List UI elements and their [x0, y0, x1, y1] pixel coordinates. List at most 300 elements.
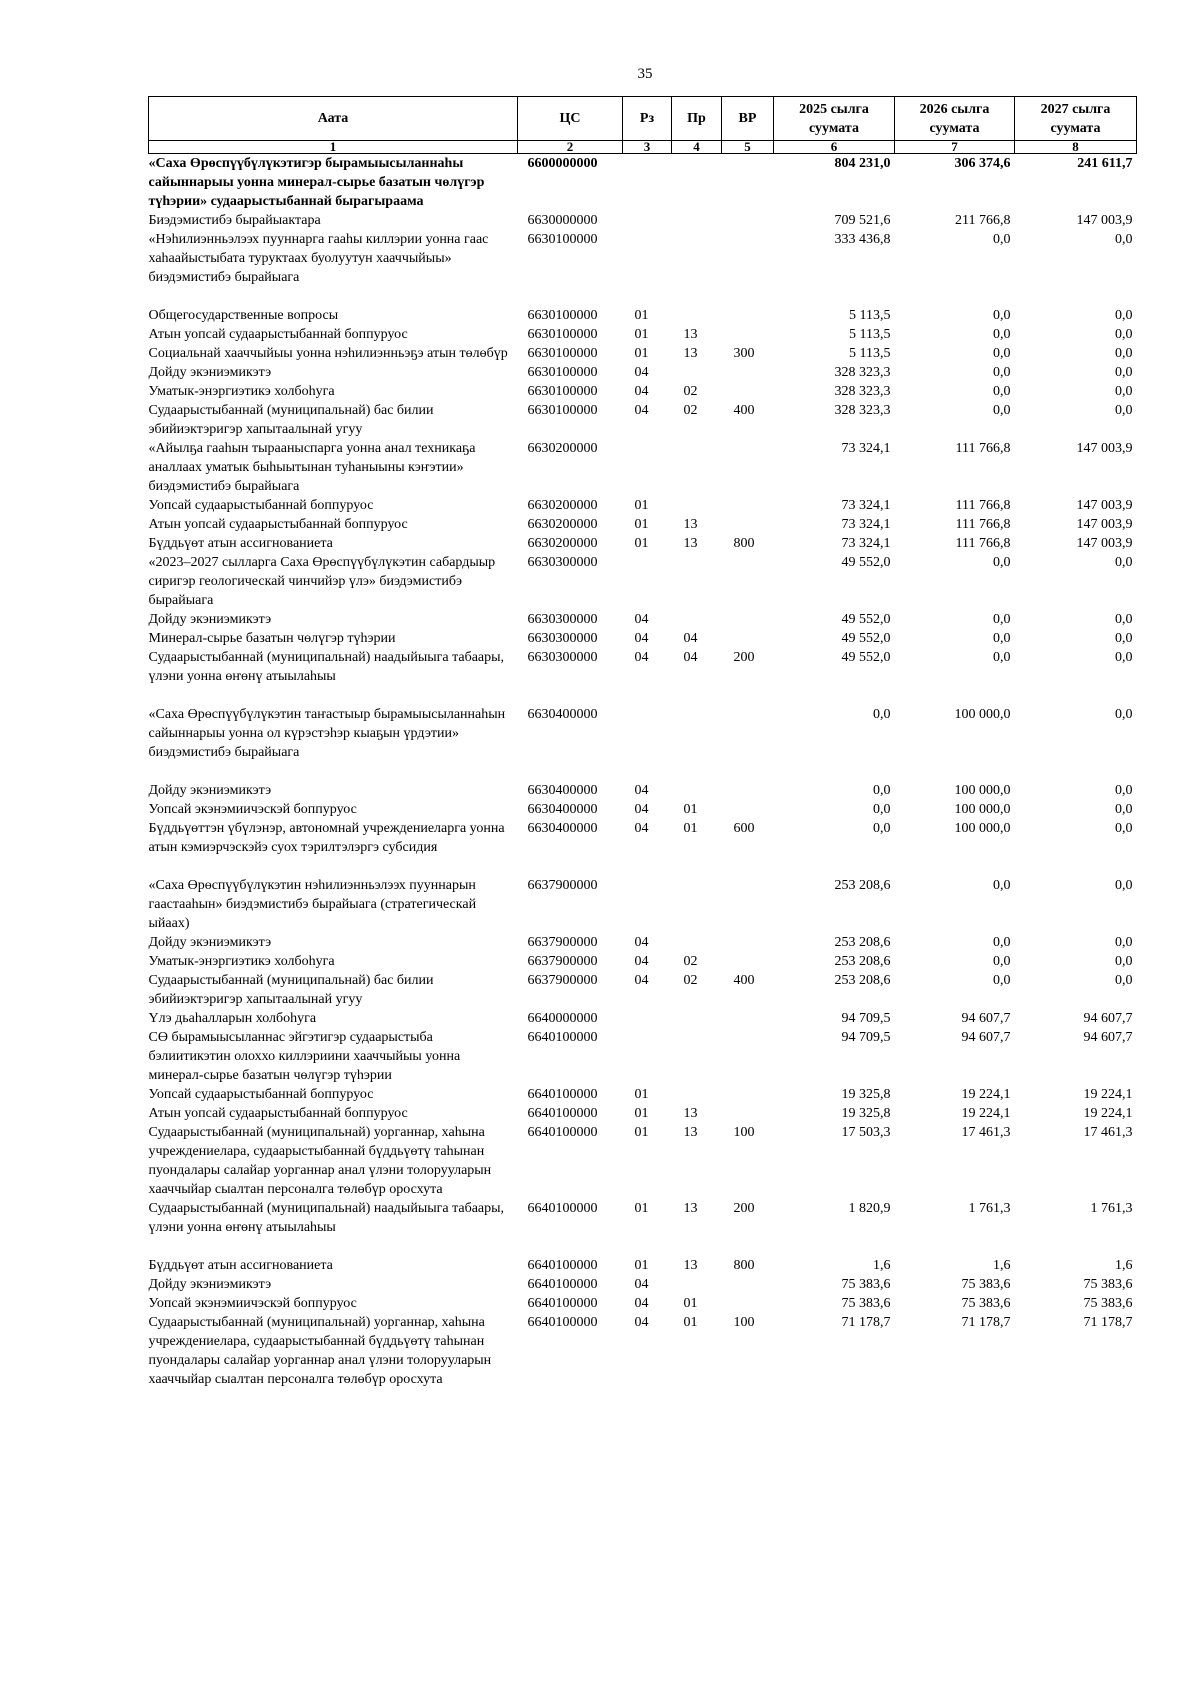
- row-name: Уматык-энэргиэтикэ холбоһуга: [148, 384, 335, 399]
- row-rz-code: 01: [634, 1087, 649, 1102]
- row-cs-code: 6640100000: [527, 1087, 598, 1102]
- row-pr-code: [672, 363, 722, 382]
- column-number: 3: [623, 141, 672, 154]
- row-rz-code: 01: [634, 1106, 649, 1121]
- row-rz-code: 04: [634, 954, 649, 969]
- row-amount-2026: 71 178,7: [961, 1315, 1011, 1330]
- row-name: Уматык-энэргиэтикэ холбоһуга: [148, 954, 335, 969]
- table-row: [149, 819, 1137, 857]
- row-amount-2026: 94 607,7: [961, 1030, 1011, 1045]
- row-amount-2027: 241 611,7: [1077, 156, 1133, 171]
- row-amount-2025: 19 325,8: [841, 1087, 891, 1102]
- row-amount-2026: 0,0: [993, 308, 1011, 323]
- row-pr-code: [672, 762, 722, 800]
- row-vr-code: [722, 363, 774, 382]
- table-row: [149, 800, 1137, 819]
- row-amount-2027: 147 003,9: [1076, 441, 1133, 456]
- row-rz-code: [623, 154, 672, 212]
- row-rz-code: 04: [634, 821, 649, 836]
- row-pr-code: [672, 496, 722, 515]
- row-amount-2025: 328 323,3: [834, 384, 891, 399]
- row-amount-2026: 0,0: [993, 935, 1011, 950]
- row-vr-code: [722, 496, 774, 515]
- row-pr-code: 04: [683, 631, 698, 646]
- row-cs-code: 6640100000: [527, 1277, 598, 1292]
- table-row: [149, 439, 1137, 496]
- row-amount-2025: 0,0: [873, 707, 891, 722]
- row-pr-code: 02: [683, 954, 698, 969]
- row-vr-code: 800: [733, 1258, 755, 1273]
- row-amount-2027: 0,0: [1115, 232, 1133, 247]
- row-rz-code: 04: [634, 973, 649, 988]
- table-row: [149, 230, 1137, 287]
- row-amount-2026: 19 224,1: [961, 1087, 1011, 1102]
- row-name: Уопсай экэнэмиичэскэй боппуруос: [148, 802, 357, 817]
- row-name: Социальнай хааччыйыы уонна нэһилиэнньэҕэ атын төлөбүр: [148, 346, 508, 361]
- row-cs-code: 6630200000: [527, 498, 598, 513]
- column-number: 1: [149, 141, 518, 154]
- row-amount-2026: 19 224,1: [961, 1106, 1011, 1121]
- row-cs-code: 6630100000: [527, 346, 598, 361]
- row-vr-code: [722, 933, 774, 952]
- row-amount-2026: 0,0: [993, 346, 1011, 361]
- table-row: [149, 382, 1137, 401]
- table-row: [149, 344, 1137, 363]
- table-row: [149, 1294, 1137, 1313]
- row-vr-code: [722, 211, 774, 230]
- row-name: «Нэһилиэнньэлээх пууннарга гааһы киллэрии уонна гаас хаһаайыстыбата туруктаах буолуутун хааччыйыы» биэдэмистибэ бырайыага: [148, 232, 489, 285]
- row-pr-code: [672, 439, 722, 496]
- table-row: [149, 363, 1137, 382]
- row-pr-code: [672, 553, 722, 610]
- row-amount-2026: 17 461,3: [961, 1125, 1011, 1140]
- row-name: Атын уопсай судаарыстыбаннай боппуруос: [148, 327, 408, 342]
- row-amount-2026: 100 000,0: [954, 783, 1011, 798]
- row-cs-code: 6630100000: [527, 308, 598, 323]
- row-rz-code: [623, 553, 672, 610]
- row-cs-code: 6630200000: [527, 441, 598, 456]
- row-rz-code: 04: [634, 612, 649, 627]
- row-vr-code: [722, 1009, 774, 1028]
- row-name: Судаарыстыбаннай (муниципальнай) бас билии эбийиэктэригэр хапытаалынай угуу: [148, 973, 434, 1007]
- row-name: Атын уопсай судаарыстыбаннай боппуруос: [148, 517, 408, 532]
- row-vr-code: [722, 1275, 774, 1294]
- row-amount-2027: 0,0: [1115, 954, 1133, 969]
- table-row: [149, 325, 1137, 344]
- column-number: 2: [518, 141, 623, 154]
- row-vr-code: [722, 629, 774, 648]
- row-amount-2026: 0,0: [993, 878, 1011, 893]
- row-amount-2027: 0,0: [1115, 346, 1133, 361]
- row-vr-code: 400: [733, 403, 755, 418]
- row-name: Атын уопсай судаарыстыбаннай боппуруос: [148, 1106, 408, 1121]
- row-pr-code: 01: [683, 1315, 698, 1330]
- row-amount-2027: 0,0: [1115, 384, 1133, 399]
- row-pr-code: 13: [683, 536, 698, 551]
- row-cs-code: 6630400000: [527, 821, 598, 836]
- row-rz-code: 01: [634, 536, 649, 551]
- row-cs-code: 6637900000: [527, 973, 598, 988]
- row-rz-code: 01: [634, 498, 649, 513]
- row-vr-code: [722, 230, 774, 287]
- table-row: [149, 762, 1137, 800]
- row-vr-code: 600: [733, 821, 755, 836]
- row-amount-2026: 111 766,8: [955, 536, 1011, 551]
- row-pr-code: 13: [683, 327, 698, 342]
- row-amount-2027: 0,0: [1115, 783, 1133, 798]
- table-row: [149, 1104, 1137, 1123]
- row-name: Судаарыстыбаннай (муниципальнай) наадыйыыга табаары, үлэни уонна өҥөнү атыылаһыы: [148, 1201, 505, 1235]
- row-cs-code: 6640100000: [527, 1106, 598, 1121]
- row-vr-code: 100: [733, 1125, 755, 1140]
- row-amount-2025: 253 208,6: [834, 935, 891, 950]
- row-amount-2026: 75 383,6: [961, 1277, 1011, 1292]
- row-amount-2025: 73 324,1: [841, 536, 891, 551]
- row-vr-code: [722, 857, 774, 933]
- row-pr-code: 02: [683, 403, 698, 418]
- row-amount-2025: 0,0: [873, 802, 891, 817]
- table-row: [149, 553, 1137, 610]
- row-name: Дойду экэниэмикэтэ: [148, 1277, 272, 1292]
- row-amount-2026: 0,0: [993, 973, 1011, 988]
- row-cs-code: 6630100000: [527, 232, 598, 247]
- row-pr-code: 13: [683, 1125, 698, 1140]
- row-vr-code: [722, 610, 774, 629]
- row-amount-2027: 0,0: [1115, 973, 1133, 988]
- row-vr-code: [722, 154, 774, 212]
- column-number: 6: [774, 141, 895, 154]
- row-vr-code: [722, 1294, 774, 1313]
- row-rz-code: [623, 1028, 672, 1085]
- row-amount-2027: 0,0: [1115, 403, 1133, 418]
- row-amount-2025: 328 323,3: [834, 403, 891, 418]
- table-column-numbers-row: [149, 141, 1137, 154]
- row-cs-code: 6630300000: [527, 612, 598, 627]
- row-rz-code: 01: [634, 1201, 649, 1216]
- row-amount-2026: 94 607,7: [961, 1011, 1011, 1026]
- row-pr-code: 13: [683, 1106, 698, 1121]
- row-amount-2025: 94 709,5: [841, 1011, 891, 1026]
- row-pr-code: [672, 933, 722, 952]
- row-amount-2025: 19 325,8: [841, 1106, 891, 1121]
- table-row: [149, 1313, 1137, 1389]
- table-row: [149, 1275, 1137, 1294]
- row-amount-2026: 211 766,8: [955, 213, 1011, 228]
- header-2026: 2026 сылга суумата: [895, 97, 1015, 141]
- table-row: [149, 1009, 1137, 1028]
- row-rz-code: [623, 439, 672, 496]
- row-amount-2027: 1 761,3: [1090, 1201, 1133, 1216]
- row-cs-code: 6640100000: [527, 1201, 598, 1216]
- row-amount-2025: 1,6: [873, 1258, 891, 1273]
- row-amount-2025: 0,0: [873, 783, 891, 798]
- table-row: [149, 1199, 1137, 1237]
- row-amount-2026: 0,0: [993, 365, 1011, 380]
- row-name: «Айылҕа гааһын тырааныспарга уонна анал техникаҕа аналлаах уматык быһыытынан туһаныыны кэҥэтии» биэдэмистибэ бырайыага: [148, 441, 476, 494]
- table-row: [149, 686, 1137, 762]
- row-amount-2027: 17 461,3: [1083, 1125, 1133, 1140]
- row-rz-code: 04: [634, 802, 649, 817]
- table-body: [149, 154, 1137, 1390]
- row-amount-2025: 94 709,5: [841, 1030, 891, 1045]
- row-amount-2025: 5 113,5: [849, 327, 891, 342]
- table-row: [149, 1028, 1137, 1085]
- row-amount-2026: 0,0: [993, 327, 1011, 342]
- row-amount-2025: 333 436,8: [834, 232, 891, 247]
- row-cs-code: 6630300000: [527, 650, 598, 665]
- row-amount-2026: 0,0: [993, 403, 1011, 418]
- row-amount-2027: 75 383,6: [1083, 1296, 1133, 1311]
- row-amount-2027: 0,0: [1115, 707, 1133, 722]
- row-amount-2025: 1 820,9: [848, 1201, 891, 1216]
- row-amount-2026: 100 000,0: [954, 802, 1011, 817]
- row-name: Уопсай экэнэмиичэскэй боппуруос: [148, 1296, 357, 1311]
- row-rz-code: 04: [634, 384, 649, 399]
- row-name: «Саха Өрөспүүбүлүкэтин нэһилиэнньэлээх пууннарын гаастааһын» биэдэмистибэ бырайыага (стратегическай ыйаах): [148, 878, 477, 931]
- row-amount-2025: 73 324,1: [841, 517, 891, 532]
- row-amount-2027: 147 003,9: [1076, 536, 1133, 551]
- row-cs-code: 6640000000: [527, 1011, 598, 1026]
- row-name: Уопсай судаарыстыбаннай боппуруос: [148, 1087, 374, 1102]
- row-vr-code: [722, 515, 774, 534]
- table-row: [149, 648, 1137, 686]
- header-2025: 2025 сылга суумата: [774, 97, 895, 141]
- table-row: [149, 857, 1137, 933]
- row-amount-2027: 147 003,9: [1076, 213, 1133, 228]
- row-cs-code: 6640100000: [527, 1030, 598, 1045]
- table-row: [149, 1123, 1137, 1199]
- row-amount-2027: 0,0: [1115, 612, 1133, 627]
- row-amount-2026: 111 766,8: [955, 498, 1011, 513]
- row-cs-code: 6630400000: [527, 802, 598, 817]
- row-cs-code: 6630100000: [527, 327, 598, 342]
- row-amount-2027: 75 383,6: [1083, 1277, 1133, 1292]
- row-amount-2026: 0,0: [993, 954, 1011, 969]
- row-amount-2027: 0,0: [1115, 821, 1133, 836]
- row-vr-code: [722, 800, 774, 819]
- table-row: [149, 1085, 1137, 1104]
- row-cs-code: 6630400000: [527, 783, 598, 798]
- row-amount-2025: 73 324,1: [841, 498, 891, 513]
- row-rz-code: 01: [634, 308, 649, 323]
- row-amount-2025: 253 208,6: [834, 973, 891, 988]
- row-rz-code: [623, 1009, 672, 1028]
- row-rz-code: 04: [634, 783, 649, 798]
- row-pr-code: 01: [683, 1296, 698, 1311]
- header-vr: ВР: [722, 97, 774, 141]
- row-rz-code: 01: [634, 327, 649, 342]
- column-number: 5: [722, 141, 774, 154]
- row-amount-2025: 804 231,0: [834, 156, 891, 171]
- table-row: [149, 1237, 1137, 1275]
- row-name: Бүддьүөттэн үбүлэнэр, автономнай учреждениеларга уонна атын кэмиэрчэскэйэ суох тэрилтэлэргэ субсидия: [148, 821, 505, 855]
- row-name: «Саха Өрөспүүбүлүкэтигэр бырамыысыланнаһы сайыннарыы уонна минерал-сырье базатын чөлүгэр түһэрии» судаарыстыбаннай бырагыраама: [148, 156, 485, 209]
- row-amount-2027: 0,0: [1115, 650, 1133, 665]
- row-cs-code: 6630100000: [527, 365, 598, 380]
- header-pr: Пр: [672, 97, 722, 141]
- row-cs-code: 6630400000: [527, 707, 598, 722]
- row-vr-code: [722, 762, 774, 800]
- row-cs-code: 6630200000: [527, 536, 598, 551]
- page-number: 35: [637, 66, 653, 82]
- row-rz-code: [623, 686, 672, 762]
- row-amount-2027: 71 178,7: [1083, 1315, 1133, 1330]
- row-amount-2026: 0,0: [993, 650, 1011, 665]
- row-amount-2027: 1,6: [1115, 1258, 1133, 1273]
- row-pr-code: 13: [683, 1258, 698, 1273]
- row-rz-code: [623, 230, 672, 287]
- row-amount-2025: 75 383,6: [841, 1277, 891, 1292]
- row-vr-code: 800: [733, 536, 755, 551]
- row-cs-code: 6640100000: [527, 1296, 598, 1311]
- row-cs-code: 6630000000: [527, 213, 598, 228]
- row-amount-2027: 0,0: [1115, 631, 1133, 646]
- row-amount-2025: 5 113,5: [849, 308, 891, 323]
- table-row: [149, 952, 1137, 971]
- row-amount-2027: 147 003,9: [1076, 517, 1133, 532]
- row-amount-2026: 306 374,6: [954, 156, 1011, 171]
- row-name: Судаарыстыбаннай (муниципальнай) наадыйыыга табаары, үлэни уонна өҥөнү атыылаһыы: [148, 650, 505, 684]
- row-cs-code: 6630100000: [527, 384, 598, 399]
- row-name: Үлэ дьаһалларын холбоһуга: [148, 1011, 317, 1026]
- row-vr-code: [722, 325, 774, 344]
- row-amount-2026: 111 766,8: [955, 517, 1011, 532]
- row-amount-2025: 75 383,6: [841, 1296, 891, 1311]
- row-cs-code: 6600000000: [527, 156, 598, 171]
- table-row: [149, 154, 1137, 212]
- row-amount-2027: 0,0: [1115, 878, 1133, 893]
- row-cs-code: 6630300000: [527, 555, 598, 570]
- row-amount-2026: 0,0: [993, 631, 1011, 646]
- row-vr-code: [722, 686, 774, 762]
- header-rz: Рз: [623, 97, 672, 141]
- row-amount-2027: 0,0: [1115, 365, 1133, 380]
- row-amount-2027: 19 224,1: [1083, 1087, 1133, 1102]
- row-amount-2027: 94 607,7: [1083, 1011, 1133, 1026]
- row-rz-code: 04: [634, 403, 649, 418]
- row-amount-2025: 49 552,0: [841, 631, 891, 646]
- column-number: 7: [895, 141, 1015, 154]
- row-cs-code: 6630300000: [527, 631, 598, 646]
- row-name: Минерал-сырье базатын чөлүгэр түһэрии: [148, 631, 396, 646]
- table-row: [149, 287, 1137, 325]
- row-vr-code: [722, 952, 774, 971]
- row-pr-code: [672, 686, 722, 762]
- row-amount-2026: 75 383,6: [961, 1296, 1011, 1311]
- row-amount-2026: 111 766,8: [955, 441, 1011, 456]
- row-amount-2027: 0,0: [1115, 308, 1133, 323]
- row-pr-code: [672, 1028, 722, 1085]
- row-vr-code: [722, 1085, 774, 1104]
- table-row: [149, 610, 1137, 629]
- row-amount-2025: 5 113,5: [849, 346, 891, 361]
- row-amount-2027: 147 003,9: [1076, 498, 1133, 513]
- row-name: Уопсай судаарыстыбаннай боппуруос: [148, 498, 374, 513]
- row-amount-2025: 73 324,1: [841, 441, 891, 456]
- row-amount-2027: 0,0: [1115, 935, 1133, 950]
- row-amount-2025: 49 552,0: [841, 612, 891, 627]
- row-amount-2025: 17 503,3: [841, 1125, 891, 1140]
- row-pr-code: [672, 1085, 722, 1104]
- row-rz-code: [623, 857, 672, 933]
- table-row: [149, 629, 1137, 648]
- row-vr-code: 300: [733, 346, 755, 361]
- row-pr-code: [672, 857, 722, 933]
- row-amount-2026: 100 000,0: [954, 821, 1011, 836]
- row-rz-code: 04: [634, 631, 649, 646]
- row-amount-2026: 1,6: [993, 1258, 1011, 1273]
- row-vr-code: [722, 1028, 774, 1085]
- row-cs-code: 6640100000: [527, 1315, 598, 1330]
- row-amount-2026: 0,0: [993, 384, 1011, 399]
- row-rz-code: 04: [634, 650, 649, 665]
- row-cs-code: 6630100000: [527, 403, 598, 418]
- row-cs-code: 6637900000: [527, 878, 598, 893]
- row-vr-code: 200: [733, 650, 755, 665]
- row-pr-code: 02: [683, 973, 698, 988]
- header-2027: 2027 сылга суумата: [1015, 97, 1137, 141]
- row-rz-code: 01: [634, 1125, 649, 1140]
- row-name: Дойду экэниэмикэтэ: [148, 612, 272, 627]
- row-name: Судаарыстыбаннай (муниципальнай) уорганнар, хаһына учреждениелара, судаарыстыбаннай бүддьүөтү таһынан пуондалары салайар уорганнар анал үлэни толорууларын хааччыйар сыалтан персоналга төлөбүр оросхута: [148, 1125, 492, 1197]
- row-amount-2025: 49 552,0: [841, 650, 891, 665]
- row-rz-code: 04: [634, 365, 649, 380]
- row-pr-code: 13: [683, 1201, 698, 1216]
- row-name: «2023–2027 сылларга Саха Өрөспүүбүлүкэтин сабардыыр сиригэр геологическай чинчийэр үлэ» биэдэмистибэ бырайыага: [148, 555, 496, 608]
- table-header-row: [149, 97, 1137, 141]
- row-amount-2025: 71 178,7: [841, 1315, 891, 1330]
- row-name: Судаарыстыбаннай (муниципальнай) уорганнар, хаһына учреждениелара, судаарыстыбаннай бүддьүөтү таһынан пуондалары салайар уорганнар анал үлэни толорууларын хааччыйар сыалтан персоналга төлөбүр оросхута: [148, 1315, 492, 1387]
- row-rz-code: 04: [634, 1315, 649, 1330]
- row-vr-code: [722, 1104, 774, 1123]
- row-amount-2026: 0,0: [993, 612, 1011, 627]
- row-amount-2027: 19 224,1: [1083, 1106, 1133, 1121]
- row-vr-code: [722, 382, 774, 401]
- row-amount-2026: 1 761,3: [968, 1201, 1011, 1216]
- row-name: «Саха Өрөспүүбүлүкэтин таҥастыыр бырамыысыланнаһын сайыннарыы уонна ол күрэстэһэр кыаҕын үрдэтии» биэдэмистибэ бырайыага: [148, 707, 506, 760]
- row-pr-code: 01: [683, 802, 698, 817]
- row-pr-code: 02: [683, 384, 698, 399]
- table-row: [149, 534, 1137, 553]
- row-cs-code: 6630200000: [527, 517, 598, 532]
- budget-table: [148, 96, 1137, 1389]
- row-amount-2027: 0,0: [1115, 802, 1133, 817]
- row-name: Бүддьүөт атын ассигнованиета: [148, 1258, 333, 1273]
- row-name: Дойду экэниэмикэтэ: [148, 935, 272, 950]
- row-cs-code: 6640100000: [527, 1125, 598, 1140]
- row-amount-2025: 328 323,3: [834, 365, 891, 380]
- row-name: Бүддьүөт атын ассигнованиета: [148, 536, 333, 551]
- row-name: Биэдэмистибэ бырайыактара: [148, 213, 321, 228]
- header-name: Аата: [149, 97, 518, 141]
- row-amount-2027: 0,0: [1115, 555, 1133, 570]
- row-amount-2027: 94 607,7: [1083, 1030, 1133, 1045]
- row-rz-code: 01: [634, 346, 649, 361]
- row-vr-code: 200: [733, 1201, 755, 1216]
- table-row: [149, 211, 1137, 230]
- row-pr-code: 01: [683, 821, 698, 836]
- row-pr-code: [672, 230, 722, 287]
- column-number: 4: [672, 141, 722, 154]
- row-amount-2025: 253 208,6: [834, 954, 891, 969]
- row-name: Дойду экэниэмикэтэ: [148, 365, 272, 380]
- row-pr-code: [672, 1275, 722, 1294]
- row-amount-2026: 100 000,0: [954, 707, 1011, 722]
- row-vr-code: [722, 553, 774, 610]
- row-amount-2025: 49 552,0: [841, 555, 891, 570]
- row-rz-code: 04: [634, 1277, 649, 1292]
- row-pr-code: [672, 287, 722, 325]
